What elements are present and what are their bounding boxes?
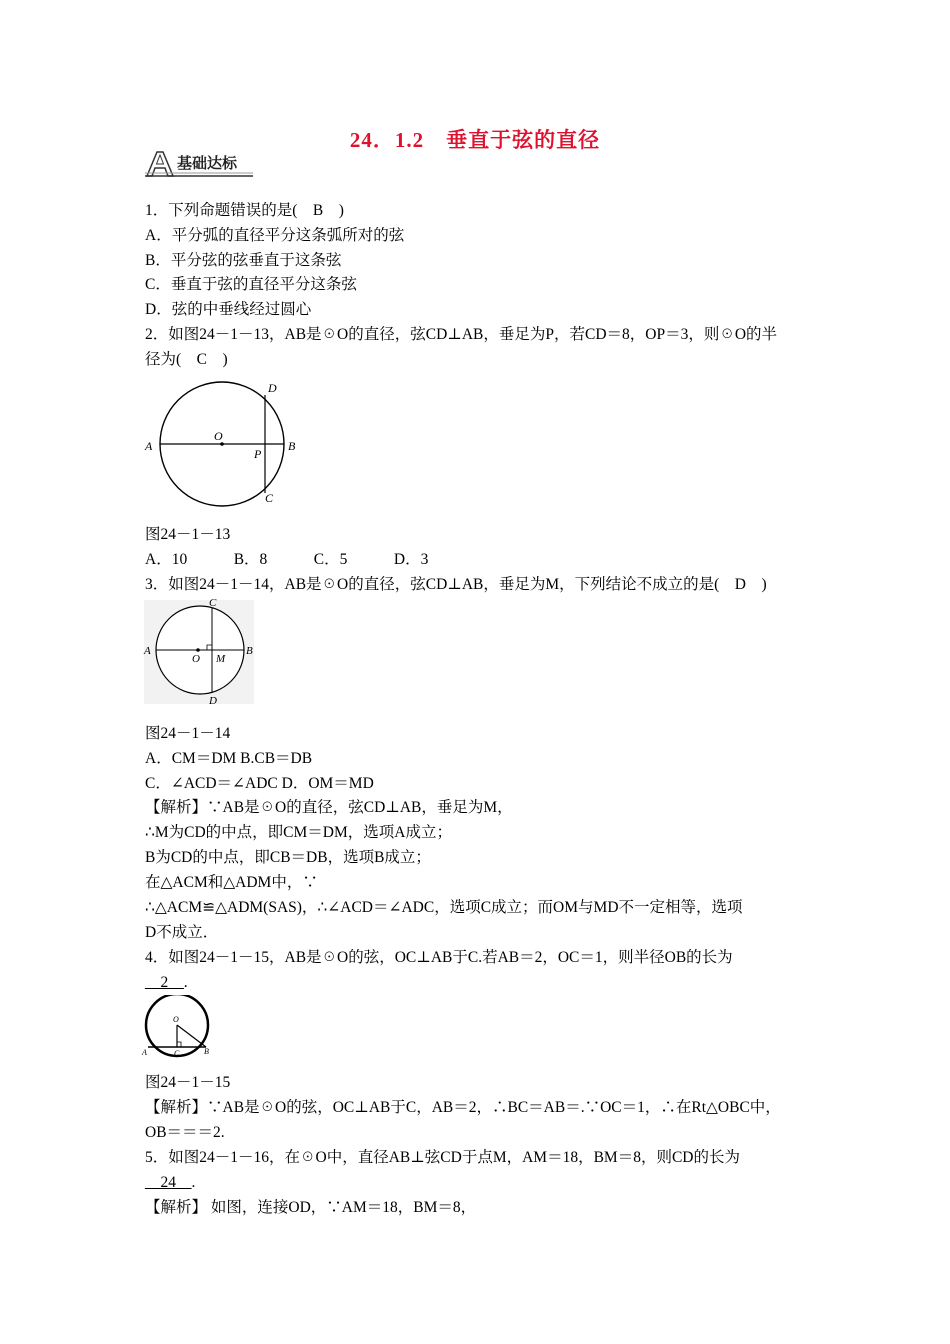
q5-answer-line [145, 1172, 195, 1194]
q3-analysis-line6: D不成立． [145, 924, 219, 941]
q4-end: . [183, 974, 188, 991]
q4-stem-line1: 4．如图24－1－15，AB是☉O的弦，OC⊥AB于C.若AB＝2，OC＝1，则半径OB的长为 [145, 949, 733, 966]
fig13-label-b: B [288, 439, 296, 453]
fig14-label-a: A [144, 645, 151, 657]
figure-24-1-13 [140, 378, 305, 510]
q2-stem-line1: 2．如图24－1－13，AB是☉O的直径，弦CD⊥AB，垂足为P，若CD＝8，OP＝3，则☉O的半 [145, 326, 778, 343]
banner-text: 基础达标 [177, 154, 238, 172]
q4-answer-line [145, 972, 188, 994]
q2-caption: 图24－1－13 [145, 526, 231, 543]
fig14-label-c: C [209, 598, 217, 609]
fig15-label-o: O [173, 1015, 179, 1024]
fig13-label-a: A [145, 439, 153, 453]
q1-stem: 1．下列命题错误的是( B ) [145, 202, 344, 219]
fig14-label-b: B [246, 645, 253, 657]
fig13-label-o: O [214, 429, 223, 443]
fig15-label-c: C [174, 1049, 180, 1058]
fig15-label-a: A [142, 1048, 147, 1057]
q1-option-c: C．垂直于弦的直径平分这条弦 [145, 276, 357, 293]
fig13-label-c: C [265, 491, 274, 505]
figure-24-1-15 [140, 995, 215, 1061]
q3-analysis-line1: 【解析】∵AB是☉O的直径，弦CD⊥AB，垂足为M， [145, 799, 513, 816]
page-title: 24．1.2 垂直于弦的直径 [349, 128, 601, 152]
q1-option-b: B．平分弦的弦垂直于这条弦 [145, 252, 342, 269]
q4-answer: __2__ [145, 974, 184, 991]
q4-analysis-line1: 【解析】∵AB是☉O的弦，OC⊥AB于C，AB＝2，∴BC＝AB＝.∵OC＝1，∴在Rt△OBC中， [145, 1099, 781, 1116]
fig15-label-b: B [204, 1047, 209, 1056]
q3-analysis-line2: ∴M为CD的中点，即CM＝DM，选项A成立； [145, 824, 452, 841]
fig13-label-p: P [254, 447, 262, 461]
fig14-label-m: M [216, 653, 226, 665]
q1-option-d: D．弦的中垂线经过圆心 [145, 301, 312, 318]
q5-answer: __24__ [145, 1174, 192, 1191]
q4-caption: 图24－1－15 [145, 1074, 231, 1091]
q3-analysis-line5: ∴△ACM≌△ADM(SAS)，∴∠ACD＝∠ADC，选项C成立；而OM与MD不一定相等，选项 [145, 899, 743, 916]
q2-stem-line2: 径为( C ) [145, 351, 228, 368]
q3-caption: 图24－1－14 [145, 725, 231, 742]
fig14-label-d: D [209, 695, 217, 707]
q3-analysis-line4: 在△ACM和△ADM中，∵ [145, 874, 318, 891]
q1-option-a: A．平分弧的直径平分这条弧所对的弦 [145, 227, 405, 244]
q2-options: A．10 B．8 C．5 D．3 [145, 551, 429, 568]
fig13-label-d: D [268, 381, 277, 395]
q3-analysis-line3: B为CD的中点，即CB＝DB，选项B成立； [145, 849, 431, 866]
figure-24-1-14 [140, 598, 258, 708]
q5-end: . [191, 1174, 196, 1191]
fig14-label-o: O [192, 653, 200, 665]
q4-analysis-line2: OB＝＝＝2. [145, 1124, 225, 1141]
q5-analysis: 【解析】 如图，连接OD，∵AM＝18，BM＝8， [145, 1199, 477, 1216]
q3-options-line2: C．∠ACD＝∠ADC D．OM＝MD [145, 775, 374, 792]
q3-stem: 3．如图24－1－14，AB是☉O的直径，弦CD⊥AB，垂足为M，下列结论不成立的是( D ) [145, 576, 767, 593]
section-banner-icon [143, 148, 255, 178]
q3-options-line1: A．CM＝DM B.CB＝DB [145, 750, 313, 767]
q5-stem-line1: 5．如图24－1－16，在☉O中，直径AB⊥弦CD于点M，AM＝18，BM＝8，则CD的长为 [145, 1149, 740, 1166]
